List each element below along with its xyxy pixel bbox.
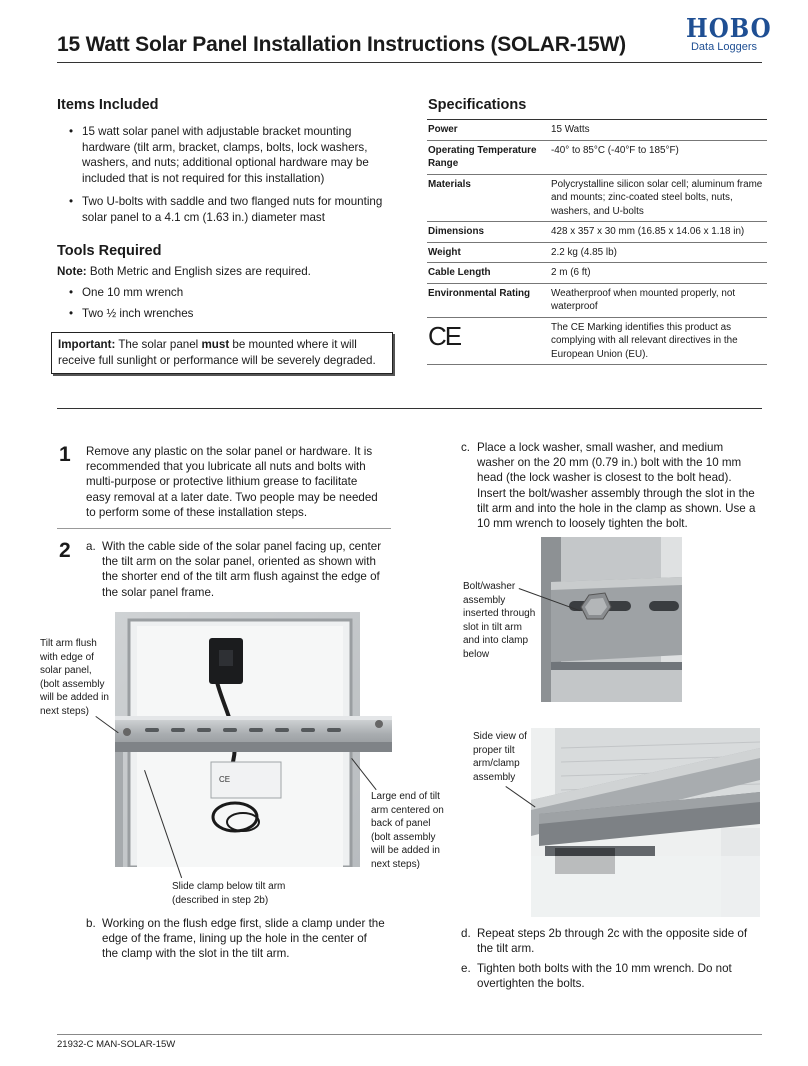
step-2a-label: a. [86,540,96,553]
page-title: 15 Watt Solar Panel Installation Instructions (SOLAR-15W) [57,33,626,56]
spec-key: Weight [427,242,550,263]
step-divider [57,528,391,529]
table-row [427,174,767,222]
important-notice [51,332,393,374]
title-divider [57,62,762,63]
step-1-text: Remove any plastic on the solar panel or hardware. It is recommended that you lubricate all nuts and bolts with multi-purpose or protective lithium grease to facilitate easy removal at a later date. Two people may be needed to perform some of these installation steps. [86,445,378,519]
spec-key: Operating Temperature Range [427,140,550,174]
spec-value: -40° to 85°C (-40°F to 185°F) [550,140,767,174]
step-2b-text: Working on the flush edge first, slide a clamp under the edge of the frame, lining up the hole in the center of the clamp with the slot in the tilt arm. [102,917,385,961]
callout-bolt-washer: Bolt/washer assembly inserted through slot in tilt arm and into clamp below [463,581,536,660]
spec-value: Polycrystalline silicon solar cell; aluminum frame and mounts; zinc-coated steel bolts, nuts, washers, and U-bolts [550,174,767,222]
step-2e-label: e. [461,962,471,975]
tools-note [57,264,387,280]
section-divider [57,408,762,409]
table-row [427,263,767,284]
list-item: • One 10 mm wrench [57,285,387,301]
bolt-assembly-photo [541,537,682,702]
step-2c-label: c. [461,441,471,454]
callout-tilt-flush: Tilt arm flush with edge of solar panel, (bolt assembly will be added in next steps) [40,638,109,717]
spec-key: Dimensions [427,222,550,243]
spec-key: Materials [427,174,550,222]
step-2a [86,539,386,601]
step-2d [461,926,761,958]
step-2b [86,916,386,964]
table-row [427,242,767,263]
step-2c [461,440,761,532]
step-2d-label: d. [461,927,471,940]
table-row [427,222,767,243]
items-included-list [57,124,387,233]
important-text-1: The solar panel [115,338,202,351]
table-row [427,140,767,174]
step-2e-text: Tighten both bolts with the 10 mm wrench. Do not overtighten the bolts. [477,962,732,991]
step-2d-text: Repeat steps 2b through 2c with the opposite side of the tilt arm. [477,927,748,956]
callout-side-view: Side view of proper tilt arm/clamp assembly [473,731,527,783]
spec-key: Cable Length [427,263,550,284]
ce-mark-text: CE [428,320,461,351]
step-2e [461,961,761,993]
callout-slide-clamp: Slide clamp below tilt arm (described in step 2b) [172,881,286,906]
important-bold: must [201,338,230,351]
callout-large-end: Large end of tilt arm centered on back of panel (bolt assembly will be added in next steps) [371,791,444,870]
note-text: Both Metric and English sizes are required. [86,265,311,278]
footer-divider [57,1034,762,1035]
spec-value: 2.2 kg (4.85 lb) [550,242,767,263]
hobo-logo [686,12,772,53]
list-item: • Two U-bolts with saddle and two flanged nuts for mounting solar panel to a 4.1 cm (1.63 in.) diameter mast [57,194,387,225]
important-label: Important: [58,338,116,351]
spec-value: The CE Marking identifies this product as complying with all relevant directives in the European Union (EU). [550,317,767,365]
tools-required-heading: Tools Required [57,243,162,259]
step-2a-text: With the cable side of the solar panel facing up, center the tilt arm on the solar panel, oriented as shown with the shorter end of the tilt arm flush against the edge of the solar panel frame. [102,540,382,599]
spec-value: 15 Watts [550,120,767,141]
panel-tilt-arm-photo [115,612,392,867]
logo-brand: HOBO [686,12,772,44]
ce-mark-icon [427,317,550,365]
logo-subtitle: Data Loggers [690,41,758,53]
spec-value: 2 m (6 ft) [550,263,767,284]
step-number-1: 1 [59,443,71,466]
list-item: • Two ½ inch wrenches [57,306,387,322]
table-row [427,283,767,317]
important-text-2: be mounted where it will receive full sunlight or performance will be severely degraded. [58,338,376,367]
spec-key: Power [427,120,550,141]
step-2c-text: Place a lock washer, small washer, and medium washer on the 20 mm (0.79 in.) bolt with the 10 mm head (the lock washer is closest to the bolt head). Insert the bolt/washer assembly through the slot in the tilt arm and into the hole in the clamp as shown. Use a 10 mm wrench to loosely tighten the bolt. [477,441,756,531]
spec-value: 428 x 357 x 30 mm (16.85 x 14.06 x 1.18 in) [550,222,767,243]
spec-value: Weatherproof when mounted properly, not waterproof [550,283,767,317]
side-view-photo [531,728,760,917]
specifications-heading: Specifications [428,97,527,113]
specifications-table [427,119,767,365]
list-item: • 15 watt solar panel with adjustable bracket mounting hardware (tilt arm, bracket, clamps, bolts, lock washers, washers, and nuts; additional optional hardware may be included that is not required for this installation) [57,124,387,186]
photo-ce-label: CE [219,775,231,784]
table-row [427,120,767,141]
step-number-2: 2 [59,539,71,562]
footer-doc-id: 21932-C MAN-SOLAR-15W [57,1039,176,1050]
note-label: Note: [57,265,87,278]
tools-list [57,285,387,329]
table-row [427,317,767,365]
step-2b-label: b. [86,917,96,930]
spec-key: Environmental Rating [427,283,550,317]
items-included-heading: Items Included [57,97,159,113]
